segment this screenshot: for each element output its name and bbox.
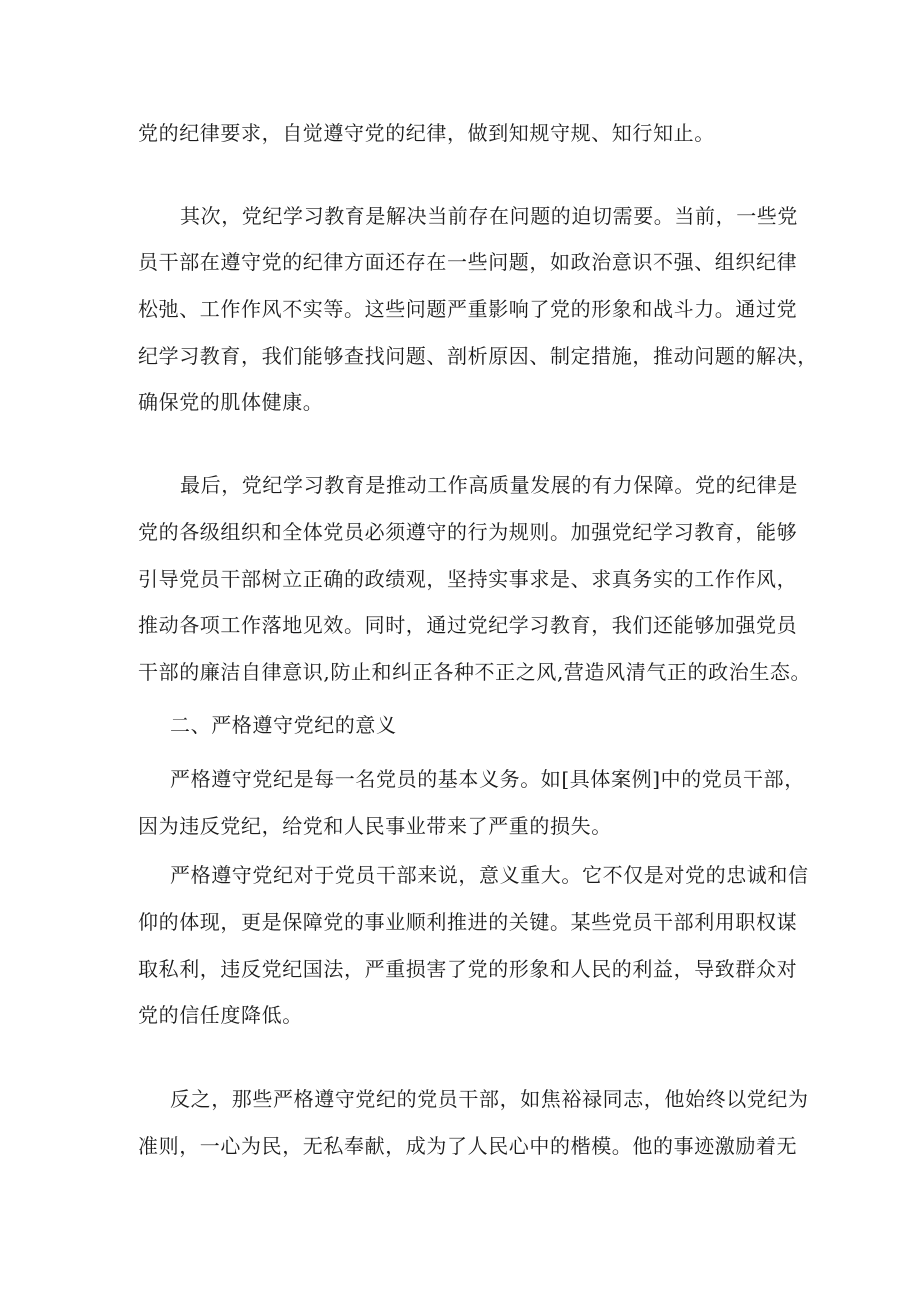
paragraph-3-line-3: 引导党员干部树立正确的政绩观，坚持实事求是、求真务实的工作作风， (138, 567, 798, 591)
paragraph-5-line-2: 仰的体现，更是保障党的事业顺利推进的关键。某些党员干部利用职权谋 (138, 910, 798, 934)
paragraph-5-line-3: 取私利，违反党纪国法，严重损害了党的形象和人民的利益，导致群众对 (138, 957, 798, 981)
paragraph-4-line-2: 因为违反党纪，给党和人民事业带来了严重的损失。 (138, 814, 612, 838)
paragraph-4-line-1: 严格遵守党纪是每一名党员的基本义务。如[具体案例]中的党员干部， (170, 767, 805, 791)
paragraph-5-line-4: 党的信任度降低。 (138, 1003, 303, 1027)
paragraph-3-line-2: 党的各级组织和全体党员必须遵守的行为规则。加强党纪学习教育，能够 (138, 520, 798, 544)
paragraph-2-line-4: 纪学习教育，我们能够查找问题、剖析原因、制定措施，推动问题的解决， (138, 344, 818, 368)
section-heading: 二、严格遵守党纪的意义 (170, 713, 397, 737)
paragraph-6-line-1: 反之，那些严格遵守党纪的党员干部，如焦裕禄同志，他始终以党纪为 (170, 1087, 809, 1111)
paragraph-2-line-3: 松弛、工作作风不实等。这些问题严重影响了党的形象和战斗力。通过党 (138, 297, 798, 321)
paragraph-2-line-1: 其次，党纪学习教育是解决当前存在问题的迫切需要。当前，一些党 (180, 204, 798, 228)
paragraph-2-line-2: 员干部在遵守党的纪律方面还存在一些问题，如政治意识不强、组织纪律 (138, 250, 798, 274)
paragraph-2-line-5: 确保党的肌体健康。 (138, 390, 324, 414)
text-line-1: 党的纪律要求，自觉遵守党的纪律，做到知规守规、知行知止。 (138, 121, 715, 145)
paragraph-5-line-1: 严格遵守党纪对于党员干部来说，意义重大。它不仅是对党的忠诚和信 (170, 863, 809, 887)
paragraph-3-line-4: 推动各项工作落地见效。同时，通过党纪学习教育，我们还能够加强党员 (138, 613, 798, 637)
paragraph-3-line-5: 干部的廉洁自律意识,防止和纠正各种不正之风,营造风清气正的政治生态。 (138, 660, 812, 684)
paragraph-3-line-1: 最后，党纪学习教育是推动工作高质量发展的有力保障。党的纪律是 (180, 473, 798, 497)
paragraph-6-line-2: 准则，一心为民，无私奉献，成为了人民心中的楷模。他的事迹激励着无 (138, 1134, 798, 1158)
